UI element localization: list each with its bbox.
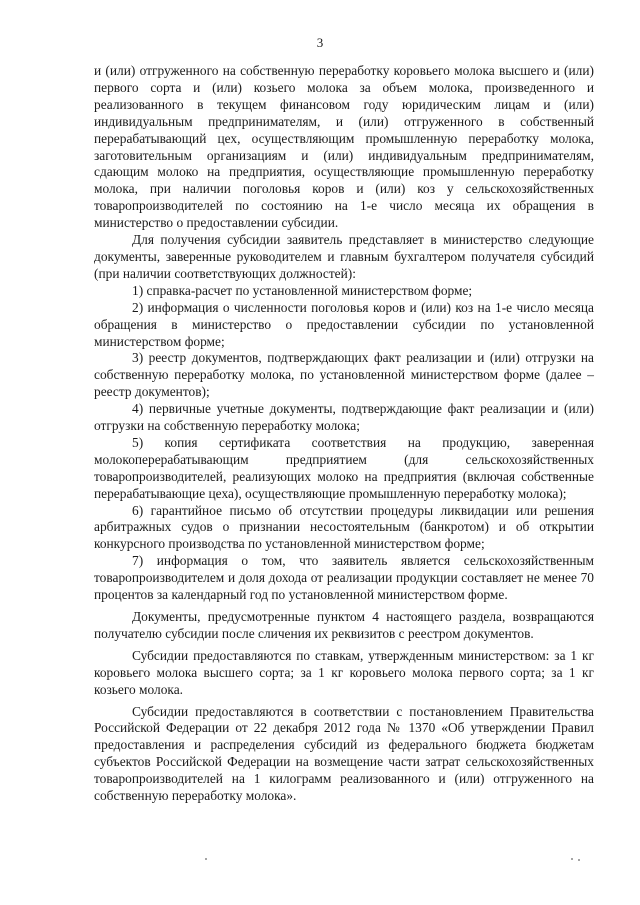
list-item-3: 3) реестр документов, подтверждающих факт реализации и (или) отгрузки на собственную переработку молока, по установленной министерством форме (далее – реестр документов);: [94, 350, 594, 400]
paragraph-documents-intro: Для получения субсидии заявитель представляет в министерство следующие документы, заверенные руководителем и главным бухгалтером получателя субсидий (при наличии соответствующих должностей):: [94, 232, 594, 281]
list-item-5: 5) копия сертификата соответствия на продукцию, заверенная молокоперерабатывающим предприятием (для сельскохозяйственных товаропроизводителей, реализующих молоко на предприятия (включая собственные перерабатывающие цеха), осуществляющие промышленную переработку молока);: [94, 434, 594, 501]
paragraph-documents-return: Документы, предусмотренные пунктом 4 настоящего раздела, возвращаются получателю субсидии после сличения их реквизитов с реестром документов.: [94, 609, 594, 641]
scan-speck: [578, 859, 580, 861]
scan-speck: [571, 858, 573, 860]
scan-speck: [205, 858, 207, 860]
list-item-1: 1) справка-расчет по установленной министерством форме;: [132, 282, 473, 298]
paragraph-subsidy-rates: Субсидии предоставляются по ставкам, утвержденным министерством: за 1 кг коровьего молока высшего сорта; за 1 кг коровьего молока первого сорта; за 1 кг козьего молока.: [94, 647, 594, 697]
paragraph-legal-basis: Субсидии предоставляются в соответствии с постановлением Правительства Российской Федерации от 22 декабря 2012 года № 1370 «Об утверждении Правил предоставления и распределения субсидий из федерального бюджета бюджетам субъектов Российской Федерации на возмещение части затрат сельскохозяйственных товаропроизводителей на 1 килограмм реализованного и (или) отгруженного на собственную переработку молока».: [94, 703, 594, 804]
document-body: [94, 63, 594, 805]
list-item-2: 2) информация о численности поголовья коров и (или) коз на 1-е число месяца обращения в министерство о предоставлении субсидии по установленной министерством форме;: [94, 299, 594, 349]
page-number: 3: [316, 35, 324, 50]
list-item-6: 6) гарантийное письмо об отсутствии процедуры ликвидации или решения арбитражных судов о признании несостоятельным (банкротом) и об открытии конкурсного производства по установленной министерством форме;: [94, 502, 594, 552]
list-item-4: 4) первичные учетные документы, подтверждающие факт реализации и (или) отгрузки на собственную переработку молока;: [94, 401, 594, 434]
list-item-7: 7) информация о том, что заявитель является сельскохозяйственным товаропроизводителем и доля дохода от реализации продукции составляет не менее 70 процентов за календарный год по установленной министерством форме.: [94, 553, 594, 603]
paragraph-continuation: и (или) отгруженного на собственную переработку коровьего молока высшего и (или) первого сорта и (или) козьего молока за объем молока, произведенного и реализованного в текущем финансовом году юридическим лицам и (или) индивидуальным предпринимателям, и (или) отгруженного в собственный перерабатывающий цех, осуществляющим промышленную переработку молока, заготовительным организациям и (или) индивидуальным предпринимателям, сдающим молоко на предприятия, осуществляющие промышленную переработку молока, при наличии поголовья коров и (или) коз у сельскохозяйственных товаропроизводителей по состоянию на 1-е число месяца их обращения в министерство о предоставлении субсидии.: [94, 63, 594, 231]
